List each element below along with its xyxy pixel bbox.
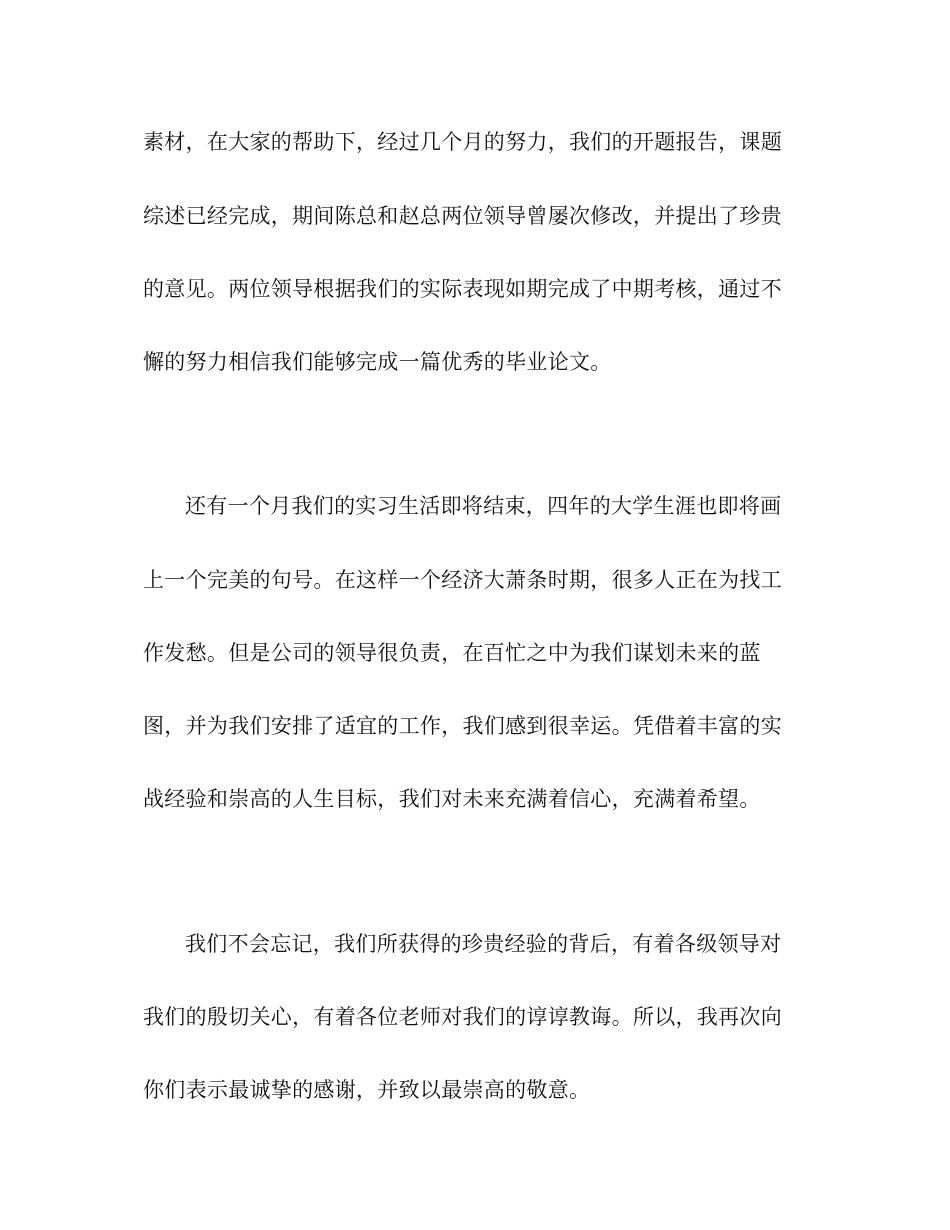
paragraph-line: 图，并为我们安排了适宜的工作，我们感到很幸运。凭借着丰富的实: [143, 714, 782, 738]
paragraph-line: 作发愁。但是公司的领导很负责，在百忙之中为我们谋划未来的蓝: [143, 641, 761, 665]
paragraph-line: 的意见。两位领导根据我们的实际表现如期完成了中期考核，通过不: [143, 277, 782, 301]
paragraph-line: 综述已经完成，期间陈总和赵总两位领导曾屡次修改，并提出了珍贵: [143, 204, 782, 228]
paragraph-line: 战经验和崇高的人生目标，我们对未来充满着信心，充满着希望。: [143, 787, 761, 811]
paragraph-line: 懈的努力相信我们能够完成一篇优秀的毕业论文。: [143, 350, 612, 374]
paragraph-line: 我们不会忘记，我们所获得的珍贵经验的背后，有着各级领导对: [185, 932, 782, 956]
paragraph-line: 你们表示最诚挚的感谢，并致以最崇高的敬意。: [143, 1078, 591, 1102]
paragraph-line: 还有一个月我们的实习生活即将结束，四年的大学生涯也即将画: [185, 494, 782, 518]
paragraph-line: 我们的殷切关心，有着各位老师对我们的谆谆教诲。所以，我再次向: [143, 1005, 782, 1029]
paragraph-line: 素材，在大家的帮助下，经过几个月的努力，我们的开题报告，课题: [143, 130, 782, 154]
paragraph-line: 上一个完美的句号。在这样一个经济大萧条时期，很多人正在为找工: [143, 568, 782, 592]
